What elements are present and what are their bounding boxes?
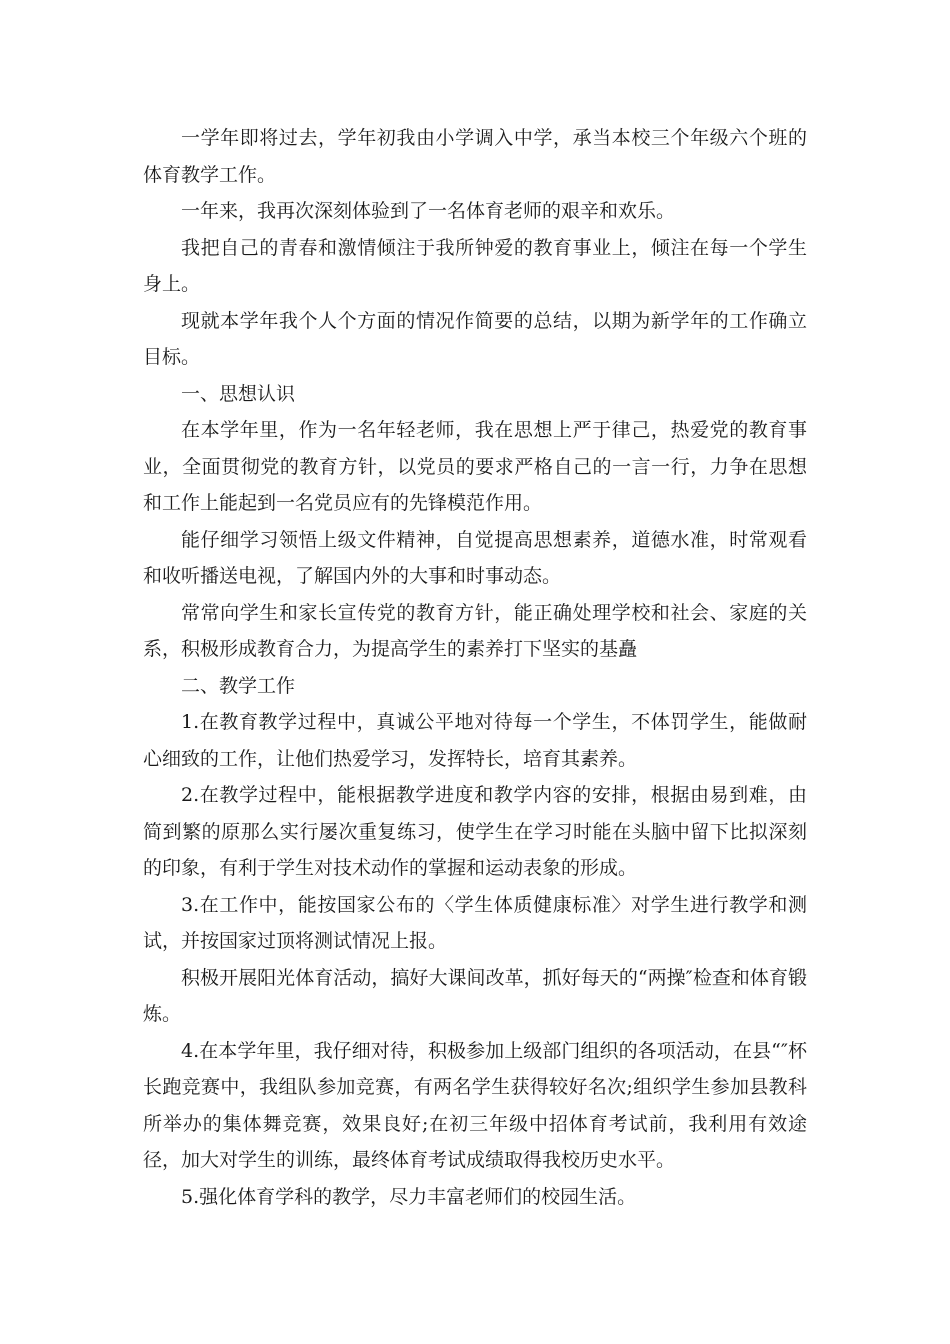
paragraph-experience: 一年来，我再次深刻体验到了一名体育老师的艰辛和欢乐。	[181, 200, 676, 222]
paragraph-summary-purpose: 现就本学年我个人个方面的情况作简要的总结，以期为新学年的工作确立目标。	[143, 309, 807, 368]
paragraph-thought-1: 在本学年里，作为一名年轻老师，我在思想上严于律己，热爱党的教育事业，全面贯彻党的教育方针，以党员的要求严格自己的一言一行，力争在思想和工作上能起到一名党员应有的先锋模范作用。	[143, 419, 807, 514]
paragraph-thought-3: 常常向学生和家长宣传党的教育方针，能正确处理学校和社会、家庭的关系，积极形成教育合力，为提高学生的素养打下坚实的基矗	[143, 601, 807, 660]
paragraph-teaching-2: 2.在教学过程中，能根据教学进度和教学内容的安排，根据由易到难，由简到繁的原那么实行屡次重复练习，使学生在学习时能在头脑中留下比拟深刻的印象，有利于学生对技术动作的掌握和运动表象的形成。	[143, 784, 807, 879]
paragraph-teaching-4: 4.在本学年里，我仔细对待，积极参加上级部门组织的各项活动，在县“″杯长跑竞赛中，我组队参加竞赛，有两名学生获得较好名次;组织学生参加县教科所举办的集体舞竞赛，效果良好;在初三年级中招体育考试前，我利用有效途径，加大对学生的训练，最终体育考试成绩取得我校历史水平。	[143, 1039, 807, 1171]
paragraph-dedication: 我把自己的青春和激情倾注于我所钟爱的教育事业上，倾注在每一个学生身上。	[143, 236, 807, 295]
section-heading-teaching: 二、教学工作	[181, 674, 296, 697]
section-heading-thought: 一、思想认识	[181, 382, 296, 405]
paragraph-sunshine-sports: 积极开展阳光体育活动，搞好大课间改革，抓好每天的“两操″检查和体育锻炼。	[143, 966, 807, 1025]
paragraph-thought-2: 能仔细学习领悟上级文件精神，自觉提高思想素养，道德水准，时常观看和收听播送电视，了解国内外的大事和时事动态。	[143, 528, 807, 587]
paragraph-teaching-5: 5.强化体育学科的教学，尽力丰富老师们的校园生活。	[181, 1185, 637, 1208]
paragraph-intro: 一学年即将过去，学年初我由小学调入中学，承当本校三个年级六个班的体育教学工作。	[143, 127, 807, 186]
paragraph-teaching-1: 1.在教育教学过程中，真诚公平地对待每一个学生，不体罚学生，能做耐心细致的工作，让他们热爱学习，发挥特长，培育其素养。	[143, 711, 807, 770]
paragraph-teaching-3: 3.在工作中，能按国家公布的〈学生体质健康标准〉对学生进行教学和测试，并按国家过顶将测试情况上报。	[143, 893, 807, 952]
document-body	[143, 120, 807, 1215]
